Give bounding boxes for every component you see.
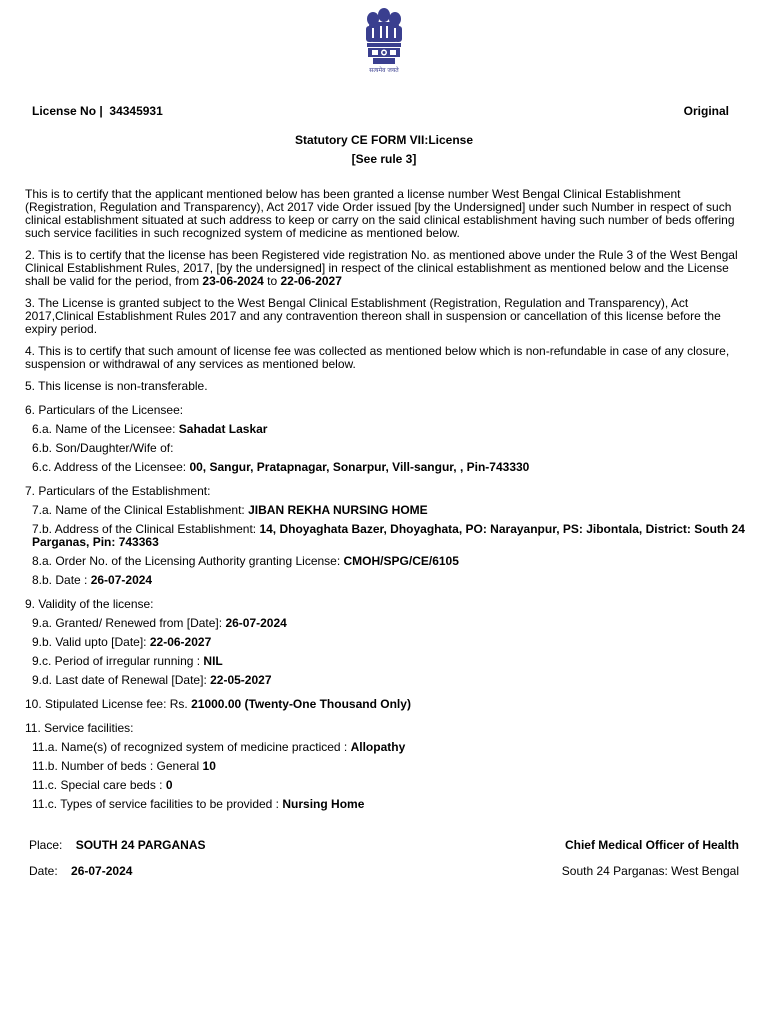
establishment-name-label: 7.a. Name of the Clinical Establishment:: [32, 503, 249, 517]
granted-row: [25, 617, 749, 630]
licensee-name-label: 6.a. Name of the Licensee:: [32, 422, 179, 436]
copy-type: Original: [683, 104, 729, 118]
renewal-row: [25, 674, 749, 687]
licensee-heading: 6. Particulars of the Licensee:: [25, 403, 184, 417]
license-number-label: License No |: [32, 104, 103, 118]
establishment-heading: 7. Particulars of the Establishment:: [25, 484, 211, 498]
facility-types-label: 11.c. Types of service facilities to be provided :: [32, 797, 283, 811]
date-label: Date:: [29, 864, 58, 878]
paragraph-1: This is to certify that the applicant mentioned below has been granted a license number West Bengal Clinical Establishment (Registration, Regulation and Transparency), Act 2017 vide Order issued [by the Undersigned] under such Number in respect of such clinical establishment situated at such address to keep or carry on the said clinical establishment having such number of beds offering such service facilities in such recognized system of medicine as mentioned below.: [25, 187, 735, 240]
renewal-label: 9.d. Last date of Renewal [Date]:: [32, 673, 211, 687]
licensee-name-row: [25, 423, 749, 436]
irregular-row: [25, 655, 749, 668]
establishment-address: 14, Dhoyaghata Bazer, Dhoyaghata, PO: Narayanpur, PS: Jibontala, District: South 24 Parganas, Pin: 743363: [32, 522, 745, 549]
rule-reference: [See rule 3]: [351, 152, 417, 166]
medicine-system: Allopathy: [350, 740, 406, 754]
special-beds-row: [25, 779, 749, 792]
renewal-date: 22-05-2027: [210, 673, 272, 687]
validity-heading: 9. Validity of the license:: [25, 597, 154, 611]
order-date-row: [25, 574, 749, 587]
place-value: SOUTH 24 PARGANAS: [75, 838, 206, 852]
licensee-name: Sahadat Laskar: [178, 422, 268, 436]
medicine-system-row: [25, 741, 749, 754]
place-label: Place:: [29, 838, 63, 852]
licensee-relation-row: 6.b. Son/Daughter/Wife of:: [32, 441, 174, 455]
licensee-address-label: 6.c. Address of the Licensee:: [32, 460, 190, 474]
place-row: [29, 838, 206, 852]
valid-upto-row: [25, 636, 749, 649]
paragraph-5: 5. This license is non-transferable.: [25, 379, 208, 393]
date-row: [29, 864, 132, 878]
paragraph-2-to: to: [263, 274, 281, 288]
licensee-address-row: [25, 461, 749, 474]
establishment-name: JIBAN REKHA NURSING HOME: [248, 503, 428, 517]
establishment-name-row: [25, 504, 749, 517]
establishment-address-row: [25, 523, 749, 549]
general-beds: 10: [202, 759, 216, 773]
medicine-system-label: 11.a. Name(s) of recognized system of medicine practiced :: [32, 740, 351, 754]
facility-types-row: [25, 798, 749, 811]
order-number-row: [25, 555, 749, 568]
paragraph-3: 3. The License is granted subject to the West Bengal Clinical Establishment (Registration, Regulation and Transparency), Act 2017,Clinical Establishment Rules 2017 and any contravention thereon shall in suspension or cancellation of this license before the expiry period.: [25, 296, 721, 336]
license-fee-value: 21000.00 (Twenty-One Thousand Only): [191, 697, 411, 711]
general-beds-label: 11.b. Number of beds : General: [32, 759, 203, 773]
special-beds: 0: [165, 778, 173, 792]
certificate-body: [25, 188, 749, 817]
date-value: 26-07-2024: [71, 864, 133, 878]
valid-upto-date: 22-06-2027: [149, 635, 212, 649]
granted-label: 9.a. Granted/ Renewed from [Date]:: [32, 616, 226, 630]
order-number-label: 8.a. Order No. of the Licensing Authority granting License:: [32, 554, 344, 568]
validity-to: 22-06-2027: [280, 274, 342, 288]
licensee-address: 00, Sangur, Pratapnagar, Sonarpur, Vill-sangur, , Pin-743330: [189, 460, 530, 474]
license-number: [32, 104, 163, 118]
validity-from: 23-06-2024: [202, 274, 264, 288]
special-beds-label: 11.c. Special care beds :: [32, 778, 166, 792]
signing-officer: Chief Medical Officer of Health: [564, 838, 739, 852]
establishment-address-label: 7.b. Address of the Clinical Establishment:: [32, 522, 260, 536]
general-beds-row: [25, 760, 749, 773]
license-fee-row: [25, 698, 749, 711]
irregular-value: NIL: [203, 654, 223, 668]
form-title: Statutory CE FORM VII:License: [294, 133, 474, 147]
order-date: 26-07-2024: [90, 573, 153, 587]
valid-upto-label: 9.b. Valid upto [Date]:: [32, 635, 150, 649]
irregular-label: 9.c. Period of irregular running :: [32, 654, 204, 668]
emblem-motto: सत्यमेव जयते: [369, 67, 399, 74]
paragraph-4: 4. This is to certify that such amount of license fee was collected as mentioned below which is non-refundable in case of any closure, suspension or withdrawal of any services as mentioned below.: [25, 344, 730, 371]
order-date-label: 8.b. Date :: [32, 573, 91, 587]
granted-date: 26-07-2024: [225, 616, 287, 630]
paragraph-2: [25, 249, 749, 288]
order-number: CMOH/SPG/CE/6105: [343, 554, 459, 568]
services-heading: 11. Service facilities:: [25, 721, 134, 735]
license-number-value: 34345931: [109, 104, 163, 118]
paragraph-2-text: 2. This is to certify that the license has been Registered vide registration No. as mentioned above under the Rule 3 of the West Bengal Clinical Establishment Rules, 2017, [by the undersigned] in respect of the clinical establishment as mentioned below and the License shall be valid for the period, from: [25, 248, 738, 288]
facility-types: Nursing Home: [282, 797, 365, 811]
license-fee-label: 10. Stipulated License fee: Rs.: [25, 697, 192, 711]
signing-jurisdiction: South 24 Parganas: West Bengal: [561, 864, 739, 878]
